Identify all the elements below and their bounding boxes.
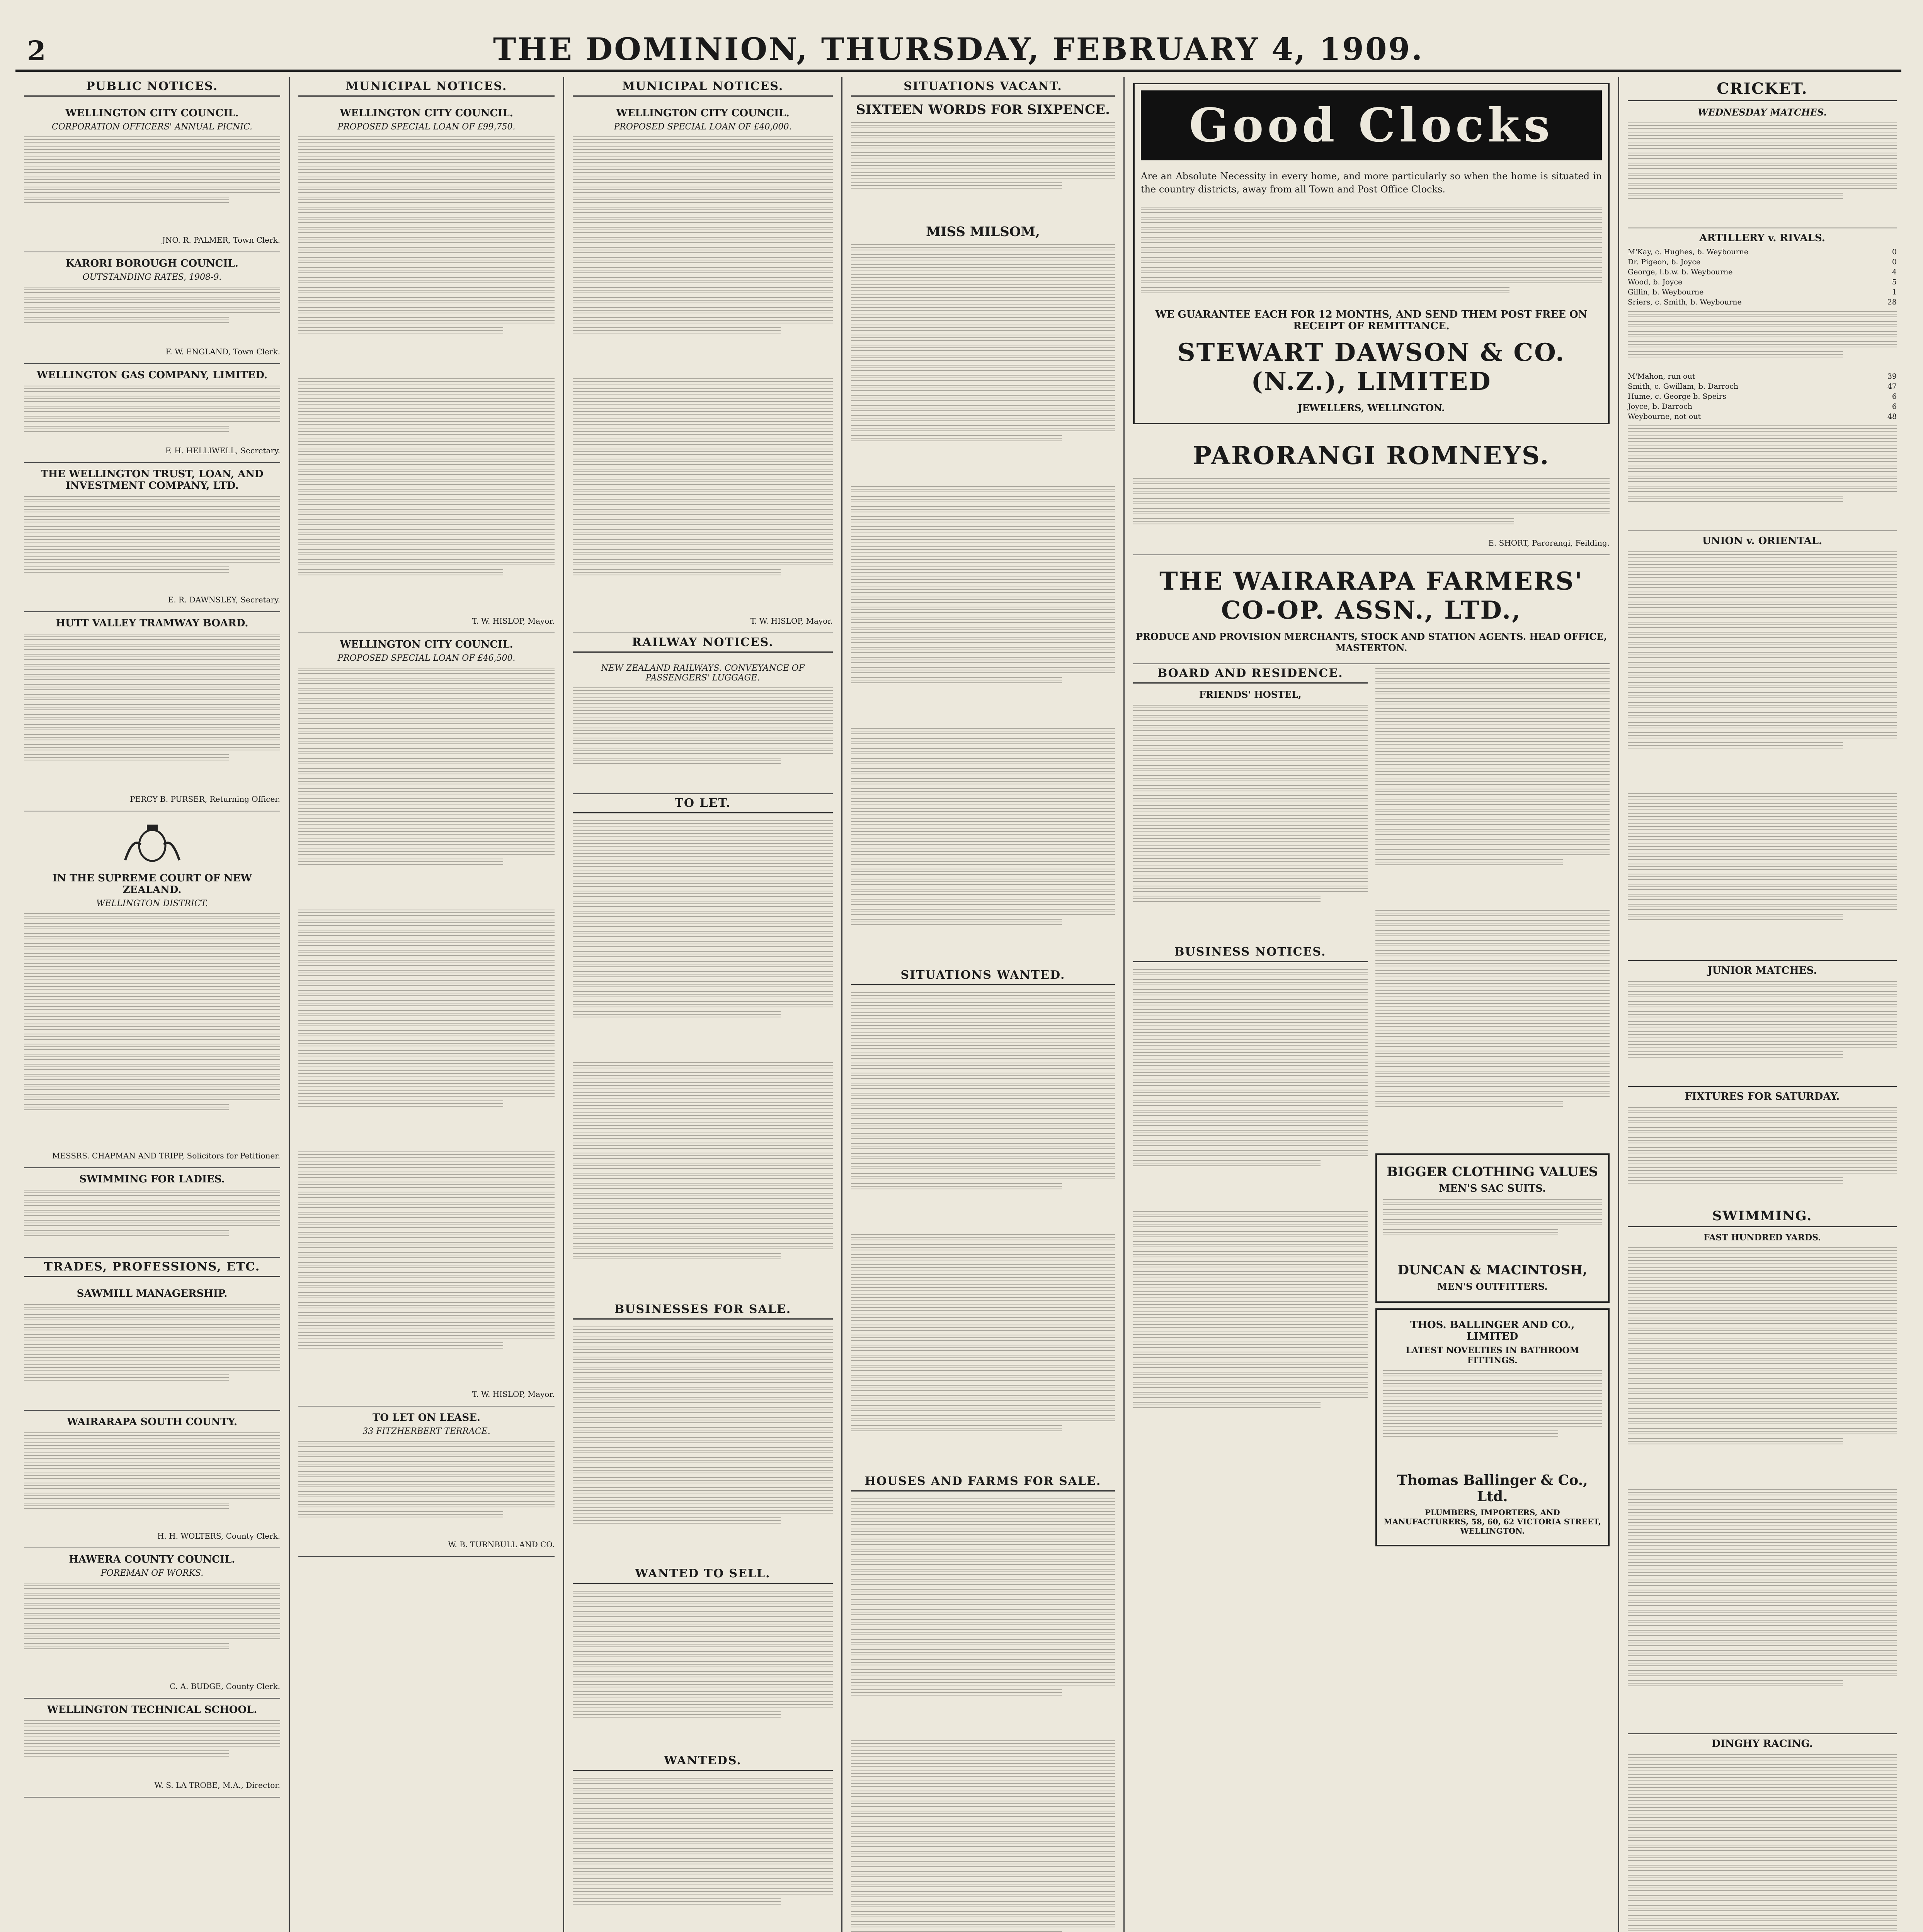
- two-column-ads: [1133, 664, 1610, 1552]
- notice-loan-46500: [298, 633, 555, 1406]
- column-sports: [1619, 77, 1905, 1932]
- score-row: Joyce, b. Darroch 6: [1628, 402, 1897, 411]
- score-row: Smith, c. Gwillam, b. Darroch 47: [1628, 382, 1897, 391]
- notice-to-let-lease: [298, 1406, 555, 1557]
- notice-title: SAWMILL MANAGERSHIP.: [77, 1288, 228, 1299]
- notice-signature: T. W. HISLOP, Mayor.: [472, 1389, 555, 1399]
- section-heading: FIXTURES FOR SATURDAY.: [1628, 1086, 1897, 1102]
- romneys-title: PARORANGI ROMNEYS.: [1193, 441, 1550, 470]
- score-row: M'Kay, c. Hughes, b. Weybourne 0: [1628, 248, 1897, 256]
- notice-karori: [24, 252, 280, 364]
- match-heading: ARTILLERY v. RIVALS.: [1628, 228, 1897, 244]
- romneys-signature: E. SHORT, Parorangi, Feilding.: [1488, 538, 1610, 548]
- score-row: Weybourne, not out 48: [1628, 412, 1897, 421]
- notice-hutt-tramway: [24, 612, 280, 811]
- notice-subtitle: PROPOSED SPECIAL LOAN OF £99,750.: [337, 122, 516, 132]
- page-number: 2: [27, 35, 46, 67]
- section-heading: BUSINESS NOTICES.: [1133, 943, 1368, 962]
- ad-bigger-clothing: [1375, 1153, 1610, 1303]
- duncan-sub: MEN'S OUTFITTERS.: [1437, 1281, 1548, 1292]
- duncan-title: DUNCAN & MACINTOSH,: [1397, 1262, 1588, 1278]
- clocks-firm-sub: JEWELLERS, WELLINGTON.: [1298, 402, 1445, 413]
- notice-signature: C. A. BUDGE, County Clerk.: [170, 1682, 280, 1691]
- notice-title: TO LET ON LEASE.: [373, 1412, 480, 1423]
- notice-signature: JNO. R. PALMER, Town Clerk.: [162, 235, 280, 245]
- column-situations: [842, 77, 1125, 1932]
- clothing-title: BIGGER CLOTHING VALUES: [1387, 1164, 1598, 1180]
- ballinger-title: THOS. BALLINGER AND CO., LIMITED: [1410, 1319, 1575, 1342]
- cricket-sub: WEDNESDAY MATCHES.: [1698, 107, 1827, 118]
- notice-loan-40000: [573, 102, 833, 633]
- notice-swimming-ladies: [24, 1168, 280, 1258]
- masthead: [15, 27, 1901, 72]
- column-public-notices: [15, 77, 290, 1932]
- notice-title: WAIRARAPA SOUTH COUNTY.: [67, 1416, 237, 1428]
- notice-signature: MESSRS. CHAPMAN AND TRIPP, Solicitors for Petitioner.: [52, 1151, 280, 1160]
- ad-miss-milsom: MISS MILSOM,: [926, 224, 1040, 240]
- notice-title: IN THE SUPREME COURT OF NEW ZEALAND.: [52, 872, 252, 896]
- notice-supreme-court: [24, 811, 280, 1168]
- notice-title: HAWERA COUNTY COUNCIL.: [69, 1554, 235, 1565]
- column-display-ads: [1125, 77, 1619, 1932]
- wairarapa-sub: PRODUCE AND PROVISION MERCHANTS, STOCK AND STATION AGENTS. HEAD OFFICE, MASTERTON.: [1135, 631, 1607, 653]
- section-heading: JUNIOR MATCHES.: [1628, 960, 1897, 976]
- notice-wairarapa-county: [24, 1411, 280, 1548]
- clocks-guarantee: WE GUARANTEE EACH FOR 12 MONTHS, AND SEND THEM POST FREE ON RECEIPT OF REMITTANCE.: [1155, 309, 1588, 332]
- section-heading: BOARD AND RESIDENCE.: [1133, 664, 1368, 684]
- notice-subtitle: PROPOSED SPECIAL LOAN OF £40,000.: [614, 122, 792, 132]
- notice-title: KARORI BOROUGH COUNCIL.: [66, 258, 238, 269]
- score-row: Hume, c. George b. Speirs 6: [1628, 392, 1897, 401]
- ad-wairarapa-farmers: [1133, 555, 1610, 664]
- score-row: George, l.b.w. b. Weybourne 4: [1628, 268, 1897, 276]
- notice-title: WELLINGTON CITY COUNCIL.: [616, 107, 790, 119]
- notice-subtitle: PROPOSED SPECIAL LOAN OF £46,500.: [337, 653, 516, 663]
- rate-notice: SIXTEEN WORDS FOR SIXPENCE.: [856, 102, 1110, 117]
- notice-signature: E. R. DAWNSLEY, Secretary.: [168, 595, 280, 604]
- wanted-known-column: [1375, 664, 1610, 1552]
- ad-ballinger: [1375, 1308, 1610, 1546]
- wairarapa-title: THE WAIRARAPA FARMERS' CO-OP. ASSN., LTD.,: [1159, 567, 1583, 625]
- notice-signature: H. H. WOLTERS, County Clerk.: [157, 1531, 280, 1541]
- column-heading: MUNICIPAL NOTICES.: [298, 77, 555, 97]
- notice-title: SWIMMING FOR LADIES.: [79, 1173, 225, 1185]
- section-heading: BUSINESSES FOR SALE.: [573, 1300, 833, 1320]
- notice-sawmill: [24, 1282, 280, 1411]
- notice-signature: T. W. HISLOP, Mayor.: [472, 616, 555, 626]
- notice-signature: W. B. TURNBULL AND CO.: [448, 1540, 555, 1549]
- notice-title: WELLINGTON GAS COMPANY, LIMITED.: [37, 369, 267, 381]
- notice-trust-loan: [24, 463, 280, 612]
- clocks-intro: Are an Absolute Necessity in every home, and more particularly so when the home is situated in the country districts, away from all Town and Post Office Clocks.: [1141, 171, 1602, 195]
- section-heading: HOUSES AND FARMS FOR SALE.: [851, 1472, 1115, 1492]
- clothing-sub: MEN'S SAC SUITS.: [1439, 1183, 1546, 1194]
- notice-title: WELLINGTON CITY COUNCIL.: [65, 107, 239, 119]
- column-heading: SITUATIONS VACANT.: [851, 77, 1115, 97]
- ad-parorangi-romneys: [1133, 430, 1610, 555]
- notice-subtitle: OUTSTANDING RATES, 1908-9.: [82, 272, 222, 282]
- section-heading: WANTED TO SELL.: [573, 1565, 833, 1584]
- match-heading: UNION v. ORIENTAL.: [1628, 531, 1897, 547]
- section-heading: DINGHY RACING.: [1628, 1733, 1897, 1750]
- notice-title: WELLINGTON CITY COUNCIL.: [340, 107, 513, 119]
- score-row: Wood, b. Joyce 5: [1628, 278, 1897, 286]
- column-municipal-notices-1: [290, 77, 564, 1932]
- section-heading: TO LET.: [573, 794, 833, 813]
- clocks-firm: STEWART DAWSON & CO. (N.Z.), LIMITED: [1177, 338, 1566, 396]
- section-heading: RAILWAY NOTICES.: [573, 633, 833, 653]
- score-row: M'Mahon, run out 39: [1628, 372, 1897, 381]
- notice-signature: F. W. ENGLAND, Town Clerk.: [165, 347, 280, 356]
- score-row: Gillin, b. Weybourne 1: [1628, 288, 1897, 296]
- column-municipal-notices-2: [564, 77, 842, 1932]
- notice-signature: T. W. HISLOP, Mayor.: [750, 616, 833, 626]
- section-heading: WANTEDS.: [573, 1752, 833, 1771]
- notice-railway: [573, 658, 833, 794]
- notice-loan-99750: [298, 102, 555, 633]
- newspaper-title: THE DOMINION, THURSDAY, FEBRUARY 4, 1909.: [493, 31, 1424, 67]
- score-row: Sriers, c. Smith, b. Weybourne 28: [1628, 298, 1897, 306]
- notice-subtitle: FOREMAN OF WORKS.: [100, 1568, 204, 1578]
- notice-subtitle: NEW ZEALAND RAILWAYS. CONVEYANCE OF PASSENGERS' LUGGAGE.: [601, 663, 805, 683]
- friends-hostel: FRIENDS' HOSTEL,: [1199, 689, 1302, 700]
- notice-signature: W. S. LA TROBE, M.A., Director.: [154, 1781, 280, 1790]
- notice-signature: F. H. HELLIWELL, Secretary.: [165, 446, 280, 455]
- royal-crest-icon: [117, 821, 187, 868]
- section-heading: SITUATIONS WANTED.: [851, 966, 1115, 985]
- column-heading: MUNICIPAL NOTICES.: [573, 77, 833, 97]
- notice-subtitle: WELLINGTON DISTRICT.: [96, 899, 208, 908]
- column-heading: PUBLIC NOTICES.: [24, 77, 280, 97]
- notice-city-council-picnic: [24, 102, 280, 252]
- ballinger-address: PLUMBERS, IMPORTERS, AND MANUFACTURERS, 58, 60, 62 VICTORIA STREET, WELLINGTON.: [1384, 1508, 1601, 1536]
- notice-gas-company: [24, 364, 280, 463]
- notice-subtitle: 33 FITZHERBERT TERRACE.: [362, 1427, 490, 1436]
- ballinger-sub: LATEST NOVELTIES IN BATHROOM FITTINGS.: [1406, 1345, 1579, 1366]
- notice-hawera-county: [24, 1548, 280, 1699]
- notice-technical-school: [24, 1699, 280, 1798]
- ad-good-clocks: [1133, 83, 1610, 424]
- section-heading: TRADES, PROFESSIONS, ETC.: [24, 1258, 280, 1277]
- score-row: Dr. Pigeon, b. Joyce 0: [1628, 258, 1897, 266]
- ballinger-name: Thomas Ballinger & Co., Ltd.: [1397, 1472, 1588, 1505]
- notice-signature: PERCY B. PURSER, Returning Officer.: [130, 794, 280, 804]
- notice-title: HUTT VALLEY TRAMWAY BOARD.: [56, 617, 248, 629]
- notice-title: WELLINGTON CITY COUNCIL.: [340, 639, 513, 650]
- section-heading: SWIMMING.: [1628, 1206, 1897, 1227]
- board-residence-column: [1133, 664, 1368, 1552]
- notice-subtitle: CORPORATION OFFICERS' ANNUAL PICNIC.: [51, 122, 253, 132]
- swimming-sub: FAST HUNDRED YARDS.: [1703, 1233, 1821, 1243]
- clocks-banner: Good Clocks: [1141, 90, 1602, 160]
- column-heading: CRICKET.: [1628, 77, 1897, 101]
- notice-title: THE WELLINGTON TRUST, LOAN, AND INVESTMENT COMPANY, LTD.: [41, 468, 264, 492]
- notice-title: WELLINGTON TECHNICAL SCHOOL.: [47, 1704, 257, 1716]
